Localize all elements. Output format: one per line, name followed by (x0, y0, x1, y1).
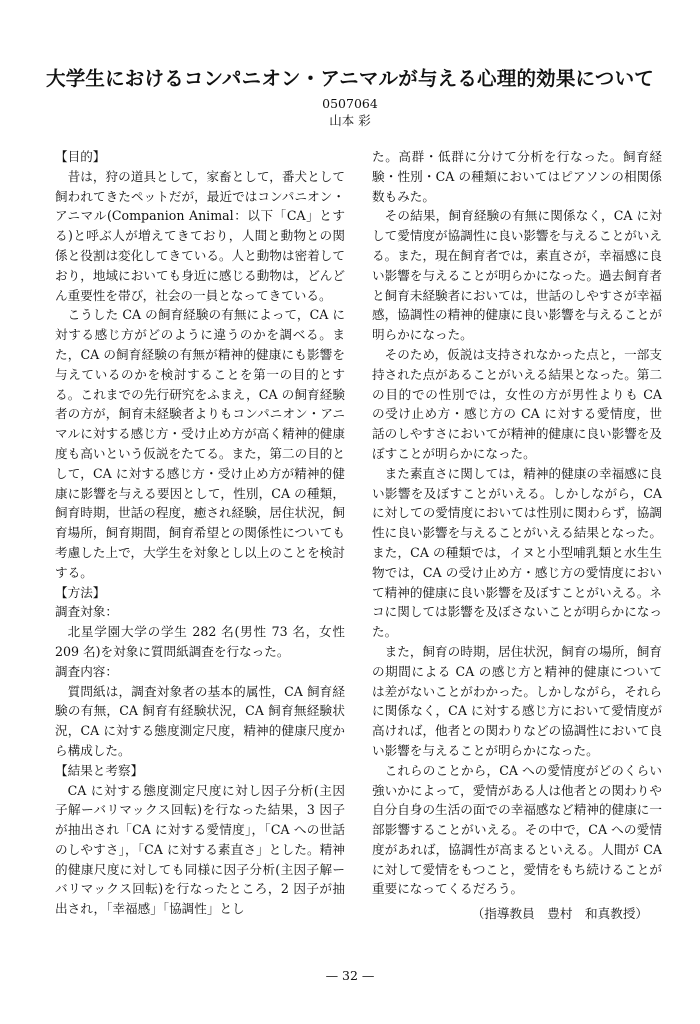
method-subheading-subjects: 調査対象： (55, 604, 118, 620)
section-heading-purpose: 【目的】 (55, 149, 106, 164)
method-paragraph-content: 質問紙は，調査対象者の基本的属性，CA 飼育経験の有無，CA 飼育有経験状況，CA 飼育無経験状況，CA に対する態度測定尺度，精神的健康尺度から構成した。 (55, 683, 345, 758)
results-paragraph-6: これらのことから，CA への愛情度がどのくらい強いかによって，愛情がある人は他者との関わりや自分自身の生活の面での幸福感など精神的健康に一部影響することがいえる。その中で，CA への愛情度があれば，協調性が高まるといえる。人間が CA に対して愛情をもつこと，愛情をもち続けることが重要になってくるだろう。 (372, 762, 662, 897)
results-paragraph-1: CA に対する態度測定尺度に対し因子分析(主因子解ーバリマックス回転)を行なった結果，3 因子が抽出され「CA に対する愛情度」，「CA への世話のしやすさ」，「CA に対する素直さ」とした。精神的健康尺度に対しても同様に因子分析(主因子解ーバリマックス回転)を行なったところ，2 因子が抽出され，「幸福感」「協調性」とし (55, 782, 345, 917)
left-column (55, 147, 345, 919)
right-column (372, 147, 662, 924)
section-heading-method: 【方法】 (55, 584, 106, 600)
purpose-paragraph-2: こうした CA の飼育経験の有無によって，CA に対する感じ方がどのように違うのかを調べる。また，CA の飼育経験の有無が精神的健康にも影響を与えているのかを検討することを第一の目的とする。これまでの先行研究をふまえ，CA の飼育経験者の方が，飼育未経験者よりもコンパニオン・アニマルに対する感じ方・受け止め方が高く精神的健康度も高いという仮説をたてる。また，第二の目的として，CA に対する感じ方・受け止め方が精神的健康に影響を与える要因として，性別，CA の種類，飼育時期，世話の程度，癒され経験，居住状況，飼育場所，飼育期間，飼育希望との関係性についても考慮した上で，大学生を対象とし以上のことを検討する。 (55, 307, 345, 580)
purpose-paragraph-1: 昔は，狩の道具として，家畜として，番犬として飼われてきたペットだが，最近ではコンパニオン・アニマル(Companion Animal：以下「CA」とする)と呼ぶ人が増えてきており，人間と動物との関係と役割は変化してきている。人と動物は密着しており，地域においても身近に感じる動物は，どんどん重要性を帯び，社会の一員となってきている。 (55, 168, 345, 303)
paper-title: 大学生におけるコンパニオン・アニマルが与える心理的効果について (46, 67, 654, 90)
results-paragraph-5: また，飼育の時期，居住状況，飼育の場所，飼育の期間による CA の感じ方と精神的健康については差がないことがわかった。しかしながら，それらに関係なく，CA に対する感じ方において愛情度が高ければ，他者との関わりなどの協調性において良い影響を与えることが明らかになった。 (372, 643, 662, 758)
author-name: 山本 彩 (329, 113, 371, 128)
page-number: — 32 — (325, 968, 375, 983)
results-paragraph-2: その結果，飼育経験の有無に関係なく，CA に対して愛情度が協調性に良い影響を与えることがいえる。また，現在飼育者では，素直さが，幸福感に良い影響を与えることが明らかになった。過去飼育者と飼育未経験者においては，世話のしやすさが幸福感，協調性の精神的健康に良い影響を与えることが明らかになった。 (372, 208, 662, 343)
method-paragraph-subjects: 北星学園大学の学生 282 名(男性 73 名，女性 209 名)を対象に質問紙調査を行なった。 (55, 624, 345, 659)
results-paragraph-3: そのため，仮説は支持されなかった点と，一部支持された点があることがいえる結果となった。第二の目的での性別では，女性の方が男性よりも CA の受け止め方・感じ方の CA に対する愛情度，世話のしやすさにおいてが精神的健康に良い影響を及ぼすことが明らかになった。 (372, 346, 662, 461)
student-id: 0507064 (322, 96, 378, 111)
supervisor-credit: （指導教員 豊村 和真教授） (471, 906, 648, 922)
method-subheading-content: 調査内容： (55, 663, 118, 679)
results-paragraph-4: また素直さに関しては，精神的健康の幸福感に良い影響を及ぼすことがいえる。しかしながら，CA に対しての愛情度においては性別に関わらず，協調性に良い影響を与えることがいえる結果となった。また，CA の種類では，イヌと小型哺乳類と水生生物では，CA の受け止め方・感じ方の愛情度において精神的健康に良い影響を及ぼすことがいえる。ネコに関しては影響を及ぼさないことが明らかになった。 (372, 465, 662, 640)
results-paragraph-continued: た。高群・低群に分けて分析を行なった。飼育経験・性別・CA の種類においてはピアソンの相関係数もみた。 (372, 149, 662, 204)
section-heading-results: 【結果と考察】 (55, 762, 144, 778)
